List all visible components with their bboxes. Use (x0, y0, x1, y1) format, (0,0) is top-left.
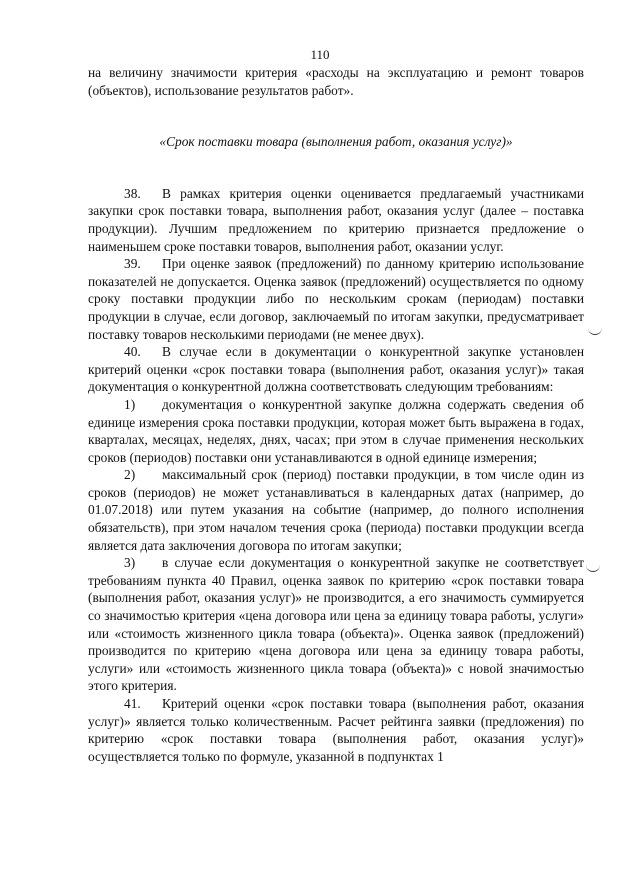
subparagraph-number: 3) (124, 555, 136, 571)
paragraph-text: В случае если в документации о конкурентной закупке установлен критерий оценки «срок поставки товара (выполнения работ, оказания услуг)» такая документация о конкурентной должна соответствовать следующим требованиям: (88, 344, 584, 395)
subparagraph-2 (88, 466, 584, 554)
paragraph-41 (88, 695, 584, 765)
paragraph-number: 39. (124, 256, 141, 272)
paragraph-text: Критерий оценки «срок поставки товара (выполнения работ, оказания услуг)» является только количественным. Расчет рейтинга заявки (предложения) по критерию «срок поставки товара (выполнения работ, оказания услуг)» осуществляется только по формуле, указанной в подпунктах 1 (88, 696, 584, 764)
paragraph-text: В рамках критерия оценки оценивается предлагаемый участниками закупки срок поставки товара, выполнения работ, оказания услуг (далее – поставка продукции). Лучшим предложением по критерию признается предложение о наименьшем сроке поставки товаров, выполнения работ, оказании услуг. (88, 185, 584, 254)
paragraph-text: При оценке заявок (предложений) по данному критерию использование показателей не допускается. Оценка заявок (предложений) осуществляется по одному сроку поставки продукции либо по нескольким срокам (периодам) поставки продукции в случае, если договор, заключаемый по итогам закупки, предусматривает поставку товаров несколькими периодами (не менее двух). (88, 256, 584, 342)
subparagraph-text: в случае если документация о конкурентной закупке не соответствует требованиям пункта 40 Правил, оценка заявок по критерию «срок поставки товара (выполнения работ, оказания услуг)» не производится, а его значимость суммируется со значимостью критерия «цена договора или цена за единицу товара работы, услуги» или «стоимость жизненного цикла товара (объекта)». Оценка заявок (предложений) производится по критерию «цена договора или цена за единицу товара работы, услуги» или «стоимость жизненного цикла товара (объекта)» с новой значимостью этого критерия. (88, 555, 584, 694)
paragraph-39 (88, 255, 584, 343)
subparagraph-1 (88, 396, 584, 466)
subparagraph-3 (88, 554, 584, 695)
paragraph-number: 41. (124, 696, 141, 711)
paragraph-38 (88, 185, 584, 255)
subparagraph-text: документация о конкурентной закупке должна содержать сведения об единице измерения срока поставки продукции, которая может быть выражена в годах, кварталах, месяцах, неделях, днях, часах; при этом в случае применения нескольких сроков (периодов) поставки они устанавливаются в одной единице измерения; (88, 396, 584, 465)
subparagraph-number: 2) (124, 467, 136, 483)
subparagraph-number: 1) (124, 396, 136, 412)
margin-pen-mark (586, 565, 600, 572)
margin-pen-mark (588, 328, 602, 335)
document-body (88, 64, 584, 765)
subparagraph-text: максимальный срок (период) поставки продукции, в том числе один из сроков (периодов) не может устанавливаться в календарных датах (например, до 01.07.2018) или путем указания на событие (например, до полного исполнения обязательств), при этом началом течения срока (периода) поставки продукции всегда является дата заключения договора по итогам закупки; (88, 467, 584, 553)
page-number: 110 (310, 47, 330, 62)
section-title: «Срок поставки товара (выполнения работ, оказания услуг)» (159, 134, 513, 150)
paragraph-number: 38. (124, 185, 141, 201)
paragraph-40 (88, 343, 584, 396)
paragraph-number: 40. (124, 344, 141, 360)
intro-paragraph: на величину значимости критерия «расходы на эксплуатацию и ремонт товаров (объектов), использование результатов работ». (88, 65, 584, 98)
